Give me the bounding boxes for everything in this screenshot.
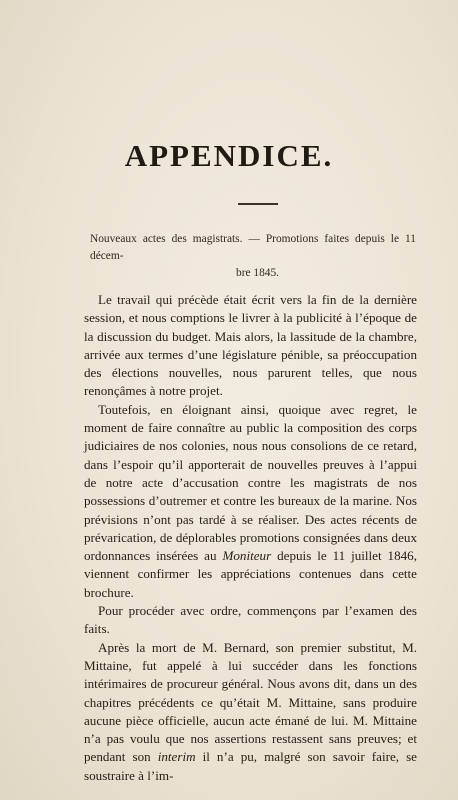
paragraph-2 xyxy=(84,401,417,602)
paragraph-4-italic: interim xyxy=(157,749,196,765)
summary-line-1: Nouveaux actes des magistrats. — Promotions faites depuis le 11 décem- xyxy=(90,233,416,262)
chapter-summary xyxy=(90,231,416,282)
body-text xyxy=(84,291,417,785)
summary-line-2: bre 1845. xyxy=(236,267,280,279)
paragraph-3 xyxy=(84,602,417,639)
paragraph-2-text: Toutefois, en éloignant ainsi, quoique avec regret, le moment de faire connaître au public la composition des corps judiciaires de nos colonies, nous nous consolions de ce retard, dans l’espoir qu’il apporterait de nouvelles preuves à l’appui de notre acte d’accusation contre les magistrats de nos possessions d’outremer et contre les bureaux de la marine. Nos prévisions n’ont pas tardé à se réaliser. Des actes récents de prévarication, de déplorables promotions consignées dans deux ordonnances insérées au xyxy=(84,401,417,564)
paragraph-4-text: Après la mort de M. Bernard, son premier substitut, M. Mittaine, fut appelé à lui succéder dans les fonctions intérimaires de procureur général. Nous avons dit, dans un des chapitres précédents ce qu’était M. Mittaine, sans produire aucune pièce officielle, aucun acte émané de lui. M. Mittaine n’a pas voulu que nos assertions restassent sans preuves; et pendant son xyxy=(84,639,417,765)
paragraph-3-text: Pour procéder avec ordre, commençons par l’examen des faits. xyxy=(84,603,417,637)
page-title: APPENDICE. xyxy=(124,138,334,173)
paragraph-1 xyxy=(84,291,417,401)
paragraph-2-italic: Moniteur xyxy=(222,548,272,564)
paragraph-4 xyxy=(84,639,417,785)
paragraph-1-text: Le travail qui précède était écrit vers la fin de la dernière session, et nous comptions le livrer à la publicité à l’époque de la discussion du budget. Mais alors, la lassitude de la chambre, arrivée aux termes d’une législature pénible, sa préoccupation des élections nouvelles, nous parurent telles, que nous renonçâmes à notre projet. xyxy=(84,292,417,399)
title-rule xyxy=(238,203,278,205)
paragraph-4-text-after: il n’a pu, malgré son savoir faire, se soustraire à l’im- xyxy=(84,749,417,783)
paragraph-2-text-after: depuis le 11 juillet 1846, viennent confirmer les appréciations contenues dans cette brochure. xyxy=(84,548,418,600)
